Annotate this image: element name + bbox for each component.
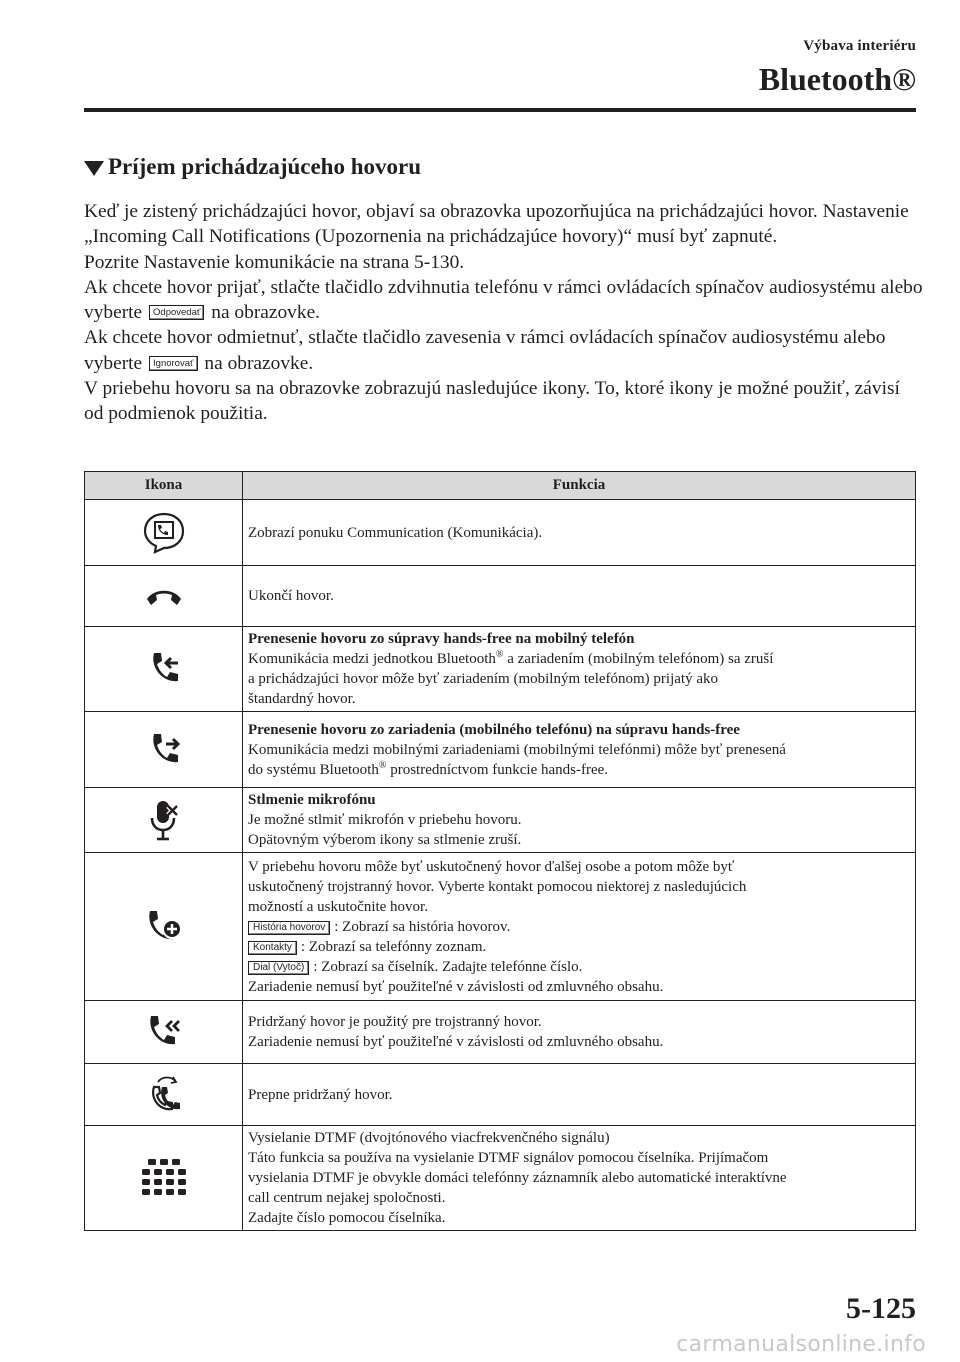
function-dtmf: Vysielanie DTMF (dvojtónového viacfrekvenčného signálu) Táto funkcia sa používa na vysielanie DTMF signálov pomocou číselníka. Prijímačom vysielania DTMF je obvykle domáci telefónny záznamník alebo automatické interaktívne call centrum nejakej spoločnosti. Zadajte číslo pomocou číselníka. — [243, 1126, 916, 1231]
paragraph-answer: Ak chcete hovor prijať, stlačte tlačidlo zdvihnutia telefónu v rámci ovládacích spínačov audiosystému alebo vyberte Odpovedať na obrazovke. — [84, 276, 923, 324]
keypad-icon — [139, 1156, 189, 1200]
answer-button: Odpovedať — [149, 305, 204, 320]
call-history-button: História hovorov — [248, 921, 330, 935]
contacts-button: Kontakty — [248, 941, 297, 955]
transfer-to-handsfree-icon — [144, 730, 184, 770]
ignore-button: Ignorovať — [149, 356, 198, 371]
add-call-icon — [142, 905, 186, 949]
paragraph-incoming-call: Keď je zistený prichádzajúci hovor, objaví sa obrazovka upozorňujúca na prichádzajúci hovor. Nastavenie „Incoming Call Notifications (Upozornenia na prichádzajúce hovory)“ musí byť zapnuté. — [84, 201, 909, 248]
header-rule — [84, 108, 916, 112]
page-number: 5-125 — [846, 1292, 916, 1325]
table-row — [85, 500, 916, 566]
triangle-bullet-icon — [84, 161, 104, 176]
function-transfer-to-phone: Prenesenie hovoru zo súpravy hands-free na mobilný telefón Komunikácia medzi jednotkou Bluetooth® a zariadením (mobilným telefónom) sa zruší a prichádzajúci hovor môže byť zariadením (mobilným telefónom) prijatý ako štandardný hovor. — [243, 627, 916, 712]
mute-microphone-icon — [148, 798, 180, 842]
table-row — [85, 1126, 916, 1231]
function-communication: Zobrazí ponuku Communication (Komunikácia). — [243, 500, 916, 566]
function-hang-up: Ukončí hovor. — [243, 566, 916, 627]
function-merge-call: Pridržaný hovor je použitý pre trojstranný hovor. Zariadenie nemusí byť použiteľné v závislosti od zmluvného obsahu. — [243, 1001, 916, 1064]
paragraph-reject: Ak chcete hovor odmietnuť, stlačte tlačidlo zavesenia v rámci ovládacích spínačov audiosystému alebo vyberte Ignorovať na obrazovke. — [84, 327, 886, 374]
paragraph-reference: Pozrite Nastavenie komunikácie na strana 5-130. — [84, 251, 465, 273]
running-head-chapter: Bluetooth® — [758, 61, 916, 97]
hang-up-icon — [144, 583, 184, 609]
running-head — [759, 38, 916, 95]
body-text — [84, 199, 924, 427]
paragraph-icons-intro: V priebehu hovoru sa na obrazovke zobrazujú nasledujúce ikony. To, ktoré ikony je možné použiť, závisí od podmienok použitia. — [84, 378, 900, 425]
table-row — [85, 566, 916, 627]
table-row — [85, 627, 916, 712]
watermark: carmanualsonline.info — [676, 1332, 926, 1357]
running-head-section: Výbava interiéru — [803, 38, 916, 54]
header-icon: Ikona — [85, 472, 243, 500]
table-row — [85, 853, 916, 1001]
merge-call-icon — [143, 1012, 185, 1052]
swap-call-icon — [142, 1073, 186, 1117]
table-row — [85, 788, 916, 853]
table-header-row — [85, 472, 916, 500]
dial-button: Dial (Vytoč) — [248, 961, 309, 975]
function-add-call: V priebehu hovoru môže byť uskutočnený hovor ďalšej osobe a potom môže byť uskutočnený trojstranný hovor. Vyberte kontakt pomocou niektorej z nasledujúcich možností a uskutočnite hovor. História hovorov : Zobrazí sa história hovorov. Kontakty : Zobrazí sa telefónny zoznam. Dial (Vytoč) : Zobrazí sa číselník. Zadajte telefónne číslo. Zariadenie nemusí byť použiteľné v závislosti od zmluvného obsahu. — [243, 853, 916, 1001]
section-title-text: Príjem prichádzajúceho hovoru — [108, 154, 422, 179]
function-mute: Stlmenie mikrofónu Je možné stlmiť mikrofón v priebehu hovoru. Opätovným výberom ikony sa stlmenie zruší. — [243, 788, 916, 853]
table-row — [85, 712, 916, 788]
header-function: Funkcia — [243, 472, 916, 500]
icon-function-table — [84, 471, 916, 1231]
section-title — [84, 154, 421, 180]
table-row — [85, 1001, 916, 1064]
function-transfer-to-handsfree: Prenesenie hovoru zo zariadenia (mobilného telefónu) na súpravu hands-free Komunikácia medzi mobilnými zariadeniami (mobilnými telefónmi) môže byť prenesená do systému Bluetooth® prostredníctvom funkcie hands-free. — [243, 712, 916, 788]
transfer-to-phone-icon — [144, 649, 184, 689]
table-row — [85, 1064, 916, 1126]
communication-icon — [142, 511, 186, 555]
function-swap-call: Prepne pridržaný hovor. — [243, 1064, 916, 1126]
